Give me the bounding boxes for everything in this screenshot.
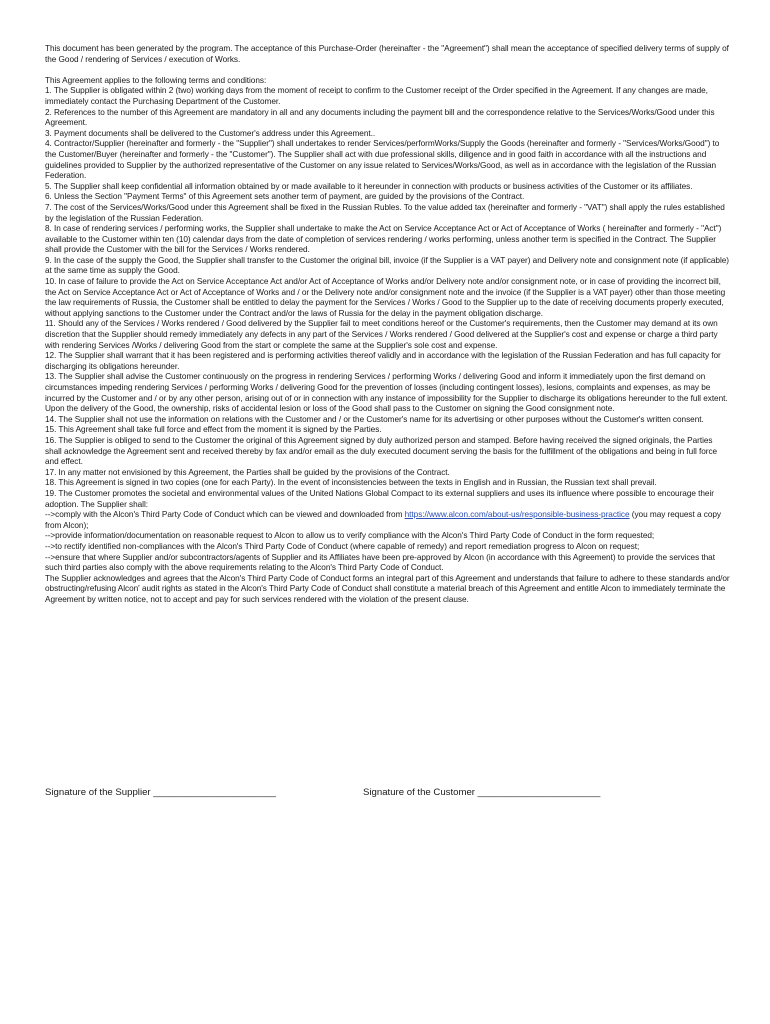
alcon-provide-info: -->provide information/documentation on reasonable request to Alcon to allow us to verify compliance with the Alcon's Third Party Code of Conduct in the form requested; (45, 531, 655, 541)
clause-4: 4. Contractor/Supplier (hereinafter and formerly - the "Supplier") shall undertakes to render Services/performWorks/Supply the Goods (hereinafter and formerly - "Services/Works/Good") to the Customer/Buyer (hereinafter and formerly - the "Customer"). The Supplier shall act with due professional skills, diligence and in good faith in accordance with all the instructions and guidelines provided to Supplier by the authorized representative of the Customer on any issue related to Services/Works/Good, as well as in accordance with the legislation of the Russian Federation. (45, 139, 720, 181)
paragraph-gap (45, 65, 730, 76)
intro-paragraph: This document has been generated by the program. The acceptance of this Purchase-Order (hereinafter - the "Agreement") shall mean the acceptance of specified delivery terms of supply of the Good / rendering of Services / execution of Works. (45, 44, 729, 64)
clause-14: 14. The Supplier shall not use the information on relations with the Customer and / or the Customer's name for its advertising or other purposes without the Customer's written consent. (45, 414, 704, 424)
alcon-comply-suffix: (you may request a copy from Alcon); (45, 510, 721, 530)
clause-12: 12. The Supplier shall warrant that it has been registered and is performing activities thereof validly and in accordance with the legislation of the Russian Federation and has full capacity for discharging its obligations hereunder. (45, 351, 721, 371)
alcon-rectify: -->to rectify identified non-compliances with the Alcon's Third Party Code of Conduct (where capable of remedy) and report remediation progress to Alcon on request; (45, 541, 640, 551)
clause-11: 11. Should any of the Services / Works rendered / Good delivered by the Supplier fail to meet conditions hereof or the Customer's requirements, then the Customer may demand at its own discretion that the Supplier should remedy immediately any defects in any part of the Services / Works rendered / Good delivered at the Supplier's cost and expense or charge a third party with rendering Services /Works / delivering Good from the start or complete the same at the Supplier's sole cost and expense. (45, 319, 718, 350)
alcon-comply-paragraph (45, 510, 730, 531)
clause-10: 10. In case of failure to provide the Act on Service Acceptance Act and/or Act of Acceptance of Works and/or Delivery note and/or consignment note, or in case of providing the incorrect bill, the Act on Service Acceptance Act or Act of Acceptance of Works and / or the Delivery note and/or consignment note and the invoice (if the Supplier is a VAT payer) other than those meeting the law requirements of Russia, the Customer shall be entitled to delay the payment for the Services / Works / Good to the Supplier up to the date of receiving documents properly executed, without applying sanctions to the Customer under the Contract and/or the laws of Russia for the delay in the payment obligation discharge. (45, 277, 726, 318)
alcon-ensure: -->ensure that where Supplier and/or subcontractors/agents of Supplier and its Affiliates have been pre-approved by Alcon (in accordance with this Agreement) to provide the services that such third parties also comply with the above requirements relating to the Alcon's Third Party Code of Conduct. (45, 552, 715, 573)
alcon-code-link[interactable]: https://www.alcon.com/about-us/responsible-business-practice (404, 510, 630, 520)
alcon-comply-text: -->comply with the Alcon's Third Party Code of Conduct which can be viewed and downloaded from (45, 510, 405, 520)
clause-2: 2. References to the number of this Agreement are mandatory in all and any documents including the payment bill and the correspondence relative to the Services/Works/Good under this Agreement. (45, 107, 715, 128)
clause-19: 19. The Customer promotes the societal and environmental values of the United Nations Global Compact to its external suppliers and uses its influence where possible to encourage their adoption. The Supplier shall: (45, 488, 714, 509)
clause-15: 15. This Agreement shall take full force and effect from the moment it is signed by the Parties. (45, 425, 382, 435)
clause-13: 13. The Supplier shall advise the Customer continuously on the progress in rendering Services / performing Works / delivering Good and inform it immediately upon the first demand on circumstances impeding rendering Services / performing Works / delivering Good for the prevention of losses (including contingent losses), lesions, complaints and expenses, as may be incurred by the Customer and / or by any other person, arising out of or in connection with any instance of impossibility for the Supplier to discharge its obligations hereunder to the full extent. Upon the delivery of the Good, the ownership, risks of accidental lesion or loss of the Good shall pass to the Customer on signing the Good consignment note. (45, 372, 728, 414)
clause-6: 6. Unless the Section "Payment Terms" of this Agreement sets another term of payment, are guided by the provisions of the Contract. (45, 192, 525, 202)
applies-paragraph: This Agreement applies to the following terms and conditions: (45, 75, 267, 85)
clause-16: 16. The Supplier is obliged to send to the Customer the original of this Agreement signed by duly authorized person and stamped. Before having received the signed originals, the Parties shall acknowledge the Agreement sent and received thereby by fax and/or email as the duly executed document serving the basis for the fulfillment of the obligations and being in full force and effect. (45, 435, 718, 467)
clause-9: 9. In the case of the supply the Good, the Supplier shall transfer to the Customer the original bill, invoice (if the Supplier is a VAT payer) and Delivery note and consignment note (if applicable) at the same time as supply the Good. (45, 255, 729, 276)
alcon-acknowledgement: The Supplier acknowledges and agrees that the Alcon's Third Party Code of Conduct forms an integral part of this Agreement and understands that failure to adhere to these standards and/or obstructing/refusing Alcon' audit rights as stated in the Alcon's Third Party Code of Conduct shall constitute a material breach of this Agreement and entitle Alcon to immediately terminate the Agreement by written notice, not to accept and pay for such services rendered with the violation of the present clause. (45, 573, 730, 604)
clause-7: 7. The cost of the Services/Works/Good under this Agreement shall be fixed in the Russian Rubles. To the value added tax (hereinafter and formerly - "VAT") shall apply the rules established by the legislation of the Russian Federation. (45, 202, 725, 223)
supplier-signature-line: Signature of the Supplier _______________________ (45, 787, 276, 798)
clause-1: 1. The Supplier is obligated within 2 (two) working days from the moment of receipt to confirm to the Customer receipt of the Order specified in the Agreement. If any changes are made, immediately contact the Purchasing Department of the Customer. (45, 86, 708, 106)
agreement-body (45, 44, 730, 605)
clause-3: 3. Payment documents shall be delivered to the Customer's address under this Agreement.. (45, 128, 376, 138)
clause-17: 17. In any matter not envisioned by this Agreement, the Parties shall be guided by the provisions of the Contract. (45, 467, 450, 477)
clause-5: 5. The Supplier shall keep confidential all information obtained by or made available to it hereunder in connection with products or business activities of the Customer or its affiliates. (45, 181, 693, 191)
customer-signature-line: Signature of the Customer _______________________ (363, 787, 601, 798)
clause-18: 18. This Agreement is signed in two copies (one for each Party). In the event of inconsistencies between the texts in English and in Russian, the Russian text shall prevail. (45, 478, 657, 488)
clause-8: 8. In case of rendering services / performing works, the Supplier shall undertake to make the Act on Service Acceptance Act or Act of Acceptance of Works ( hereinafter and formerly - "Act") available to the Customer within ten (10) calendar days from the date of completion of services rendering / works performing, unless another term is specified in the Contract. The Supplier shall provide the Customer with the bill for the Services / Works rendered. (45, 224, 722, 255)
